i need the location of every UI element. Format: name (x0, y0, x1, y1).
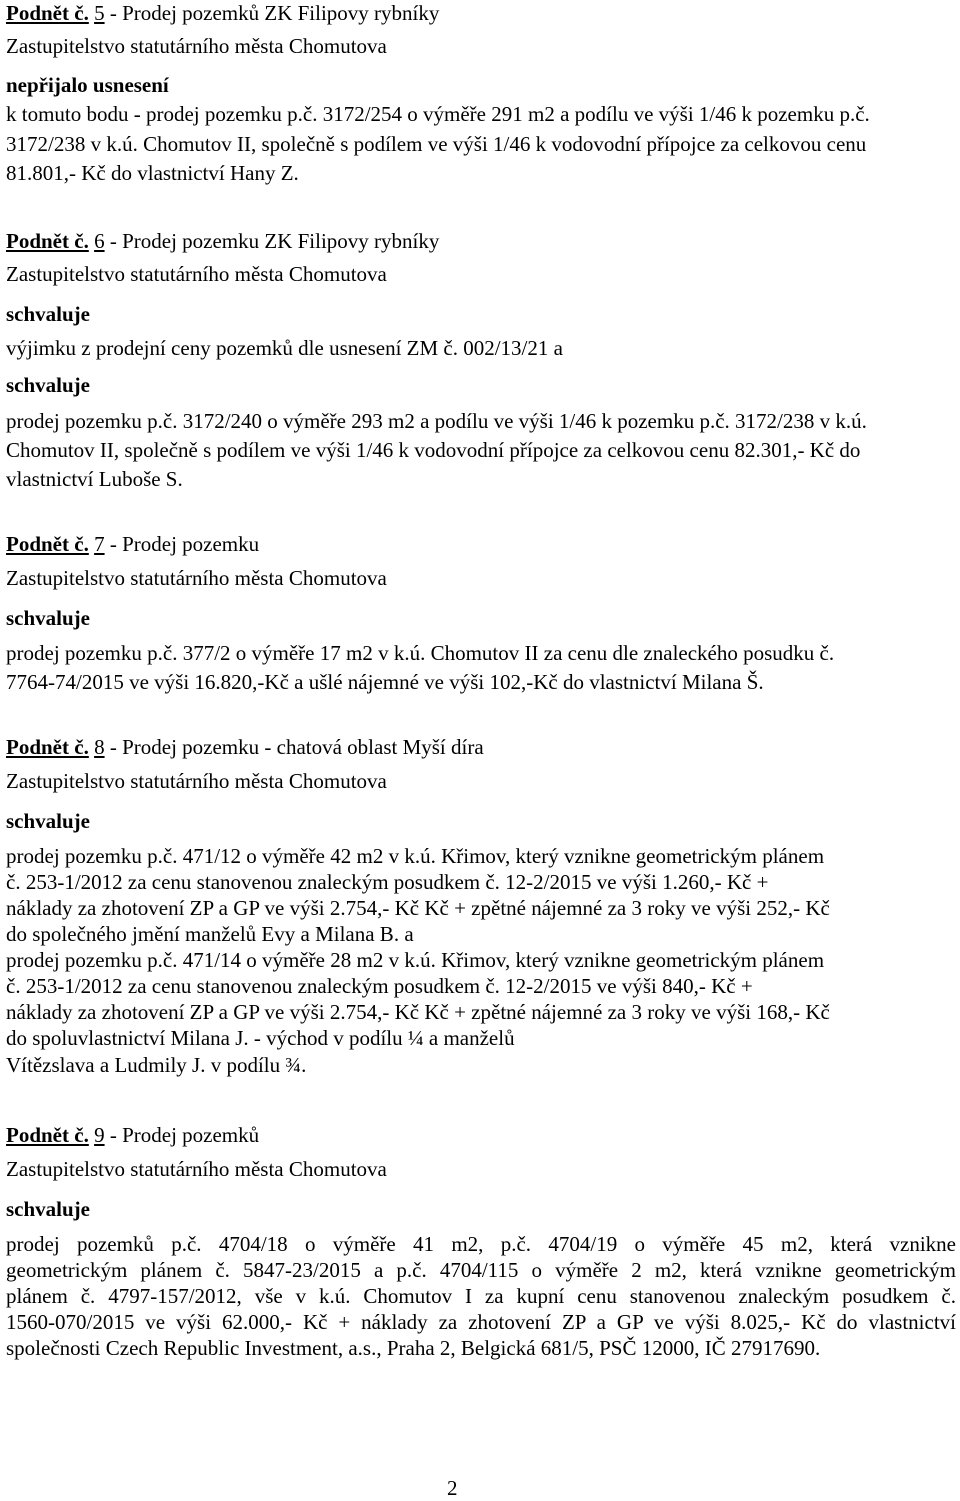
section-heading (6, 228, 439, 254)
section-heading (6, 1122, 259, 1148)
text-line: náklady za zhotovení ZP a GP ve výši 2.754,- Kč Kč + zpětné nájemné za 3 roky ve výši 252,- Kč (6, 896, 830, 920)
council-name: Zastupitelstvo statutárního města Chomutova (6, 566, 387, 590)
podnet-title: - Prodej pozemku - chatová oblast Myší díra (104, 735, 484, 759)
verdict: schvaluje (6, 373, 90, 397)
text-line: prodej pozemku p.č. 471/14 o výměře 28 m2 v k.ú. Křimov, který vznikne geometrickým plánem (6, 948, 825, 972)
text-line: 81.801,- Kč do vlastnictví Hany Z. (6, 161, 299, 185)
podnet-label: Podnět č. (6, 735, 89, 759)
text-line: 3172/238 v k.ú. Chomutov II, společně s podílem ve výši 1/46 k vodovodní přípojce za celkovou cenu (6, 132, 867, 156)
podnet-number: 7 (94, 532, 105, 556)
text-line: do spoluvlastnictví Milana J. - východ v podílu ¼ a manželů (6, 1026, 515, 1050)
text-line: výjimku z prodejní ceny pozemků dle usnesení ZM č. 002/13/21 a (6, 336, 563, 360)
text-line: 1560-070/2015 ve výši 62.000,- Kč + náklady za zhotovení ZP a GP ve výši 8.025,- Kč do vlastnictví (6, 1310, 956, 1334)
text-line: prodej pozemku p.č. 471/12 o výměře 42 m2 v k.ú. Křimov, který vznikne geometrickým plánem (6, 844, 825, 868)
council-name: Zastupitelstvo statutárního města Chomutova (6, 262, 387, 286)
section-heading (6, 0, 439, 26)
podnet-title: - Prodej pozemku (104, 532, 260, 556)
text-line: Chomutov II, společně s podílem ve výši 1/46 k vodovodní přípojce za celkovou cenu 82.301,- Kč do (6, 438, 861, 462)
text-line: náklady za zhotovení ZP a GP ve výši 2.754,- Kč Kč + zpětné nájemné za 3 roky ve výši 168,- Kč (6, 1000, 830, 1024)
podnet-number: 5 (94, 1, 105, 25)
text-line: vlastnictví Luboše S. (6, 467, 183, 491)
section-heading (6, 734, 484, 760)
council-name: Zastupitelstvo statutárního města Chomutova (6, 34, 387, 58)
podnet-label: Podnět č. (6, 229, 89, 253)
verdict: nepřijalo usnesení (6, 73, 169, 97)
podnet-number: 9 (94, 1123, 105, 1147)
podnet-title: - Prodej pozemku ZK Filipovy rybníky (104, 229, 440, 253)
verdict: schvaluje (6, 809, 90, 833)
podnet-number: 6 (94, 229, 105, 253)
podnet-number: 8 (94, 735, 105, 759)
council-name: Zastupitelstvo statutárního města Chomutova (6, 769, 387, 793)
text-line: společnosti Czech Republic Investment, a.s., Praha 2, Belgická 681/5, PSČ 12000, IČ 27917690. (6, 1336, 821, 1360)
text-line: prodej pozemků p.č. 4704/18 o výměře 41 m2, p.č. 4704/19 o výměře 45 m2, která vznikne (6, 1232, 956, 1256)
text-line: 7764-74/2015 ve výši 16.820,-Kč a ušlé nájemné ve výši 102,-Kč do vlastnictví Milana Š. (6, 670, 764, 694)
text-line: k tomuto bodu - prodej pozemku p.č. 3172/254 o výměře 291 m2 a podílu ve výši 1/46 k pozemku p.č. (6, 102, 870, 126)
section-heading (6, 531, 259, 557)
verdict: schvaluje (6, 302, 90, 326)
text-line: plánem č. 4797-157/2012, vše v k.ú. Chomutov I za kupní cenu stanovenou znaleckým posudkem č. (6, 1284, 956, 1308)
text-line: č. 253-1/2012 za cenu stanovenou znaleckým posudkem č. 12-2/2015 ve výši 1.260,- Kč + (6, 870, 769, 894)
verdict: schvaluje (6, 606, 90, 630)
podnet-label: Podnět č. (6, 1123, 89, 1147)
text-line: č. 253-1/2012 za cenu stanovenou znaleckým posudkem č. 12-2/2015 ve výši 840,- Kč + (6, 974, 753, 998)
text-line: prodej pozemku p.č. 3172/240 o výměře 293 m2 a podílu ve výši 1/46 k pozemku p.č. 3172/238 v k.ú. (6, 409, 867, 433)
text-line: do společného jmění manželů Evy a Milana B. a (6, 922, 414, 946)
podnet-title: - Prodej pozemků ZK Filipovy rybníky (104, 1, 440, 25)
podnet-title: - Prodej pozemků (104, 1123, 260, 1147)
page-number: 2 (447, 1476, 458, 1500)
text-line: geometrickým plánem č. 5847-23/2015 a p.č. 4704/115 o výměře 2 m2, která vznikne geometrickým (6, 1258, 956, 1282)
podnet-label: Podnět č. (6, 532, 89, 556)
text-line: Vítězslava a Ludmily J. v podílu ¾. (6, 1053, 307, 1077)
verdict: schvaluje (6, 1197, 90, 1221)
podnet-label: Podnět č. (6, 1, 89, 25)
text-line: prodej pozemku p.č. 377/2 o výměře 17 m2 v k.ú. Chomutov II za cenu dle znaleckého posudku č. (6, 641, 835, 665)
council-name: Zastupitelstvo statutárního města Chomutova (6, 1157, 387, 1181)
